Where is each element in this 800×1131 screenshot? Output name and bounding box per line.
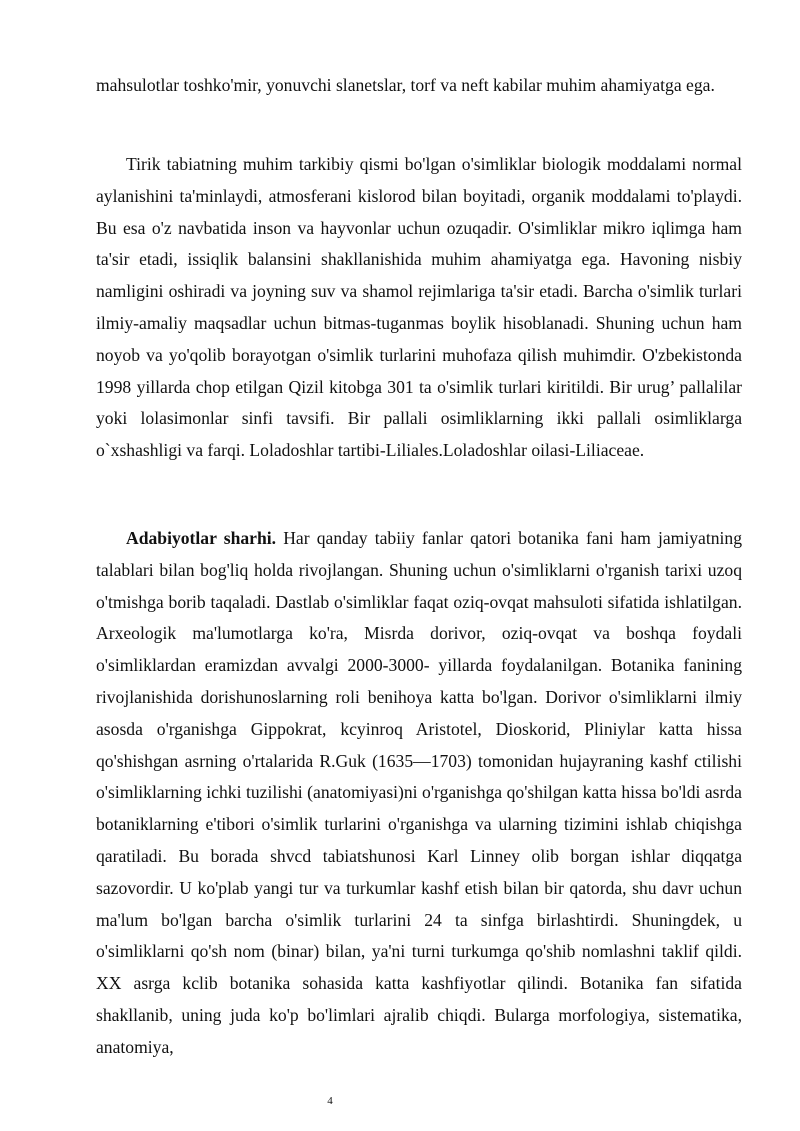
paragraph-3 [96,523,742,1064]
section-heading-adabiyotlar-sharhi: Adabiyotlar sharhi. [126,528,277,548]
paragraph-2: Tirik tabiatning muhim tarkibiy qismi bo'lgan o'simliklar biologik moddalami normal aylanishini ta'minlaydi, atmosferani kislorod bilan boyitadi, organik moddalami to'playdi. Bu esa o'z navbatida inson va hayvonlar uchun ozuqadir. O'simliklar mikro iqlimga ham ta'sir etadi, issiqlik balansini shakllanishida muhim ahamiyatga ega. Havoning nisbiy namligini oshiradi va joyning suv va shamol rejimlariga ta'sir etadi. Barcha o'simlik turlari ilmiy-amaliy maqsadlar uchun bitmas-tuganmas boylik hisoblanadi. Shuning uchun ham noyob va yo'qolib borayotgan o'simlik turlarini muhofaza qilish muhimdir. O'zbekistonda 1998 yillarda chop etilgan Qizil kitobga 301 ta o'simlik turlari kiritildi. Bir urug’ pallalilar yoki lolasimonlar sinfi tavsifi. Bir pallali osimliklarning ikki pallali osimliklarga o`xshashligi va farqi. Loladoshlar tartibi-Liliales.Loladoshlar oilasi-Liliaceae. [96,154,742,461]
paragraph-1: mahsulotlar toshko'mir, yonuvchi slanetslar, torf va neft kabilar muhim ahamiyatga ega. [96,75,715,95]
paragraph-3-body: Har qanday tabiiy fanlar qatori botanika fani ham jamiyatning talablari bilan bog'liq holda rivojlangan. Shuning uchun o'simliklarni o'rganish tarixi uzoq o'tmishga borib taqaladi. Dastlab o'simliklar faqat oziq-ovqat mahsuloti sifatida ishlatilgan. Arxeologik ma'lumotlarga ko'ra, Misrda dorivor, oziq-ovqat va boshqa foydali o'simliklardan eramizdan avvalgi 2000-3000- yillarda foydalanilgan. Botanika fanining rivojlanishida dorishunoslarning roli benihoya katta bo'lgan. Dorivor o'simliklarni ilmiy asosda o'rganishga Gippokrat, kcyinroq Aristotel, Dioskorid, Pliniylar katta hissa qo'shishgan asrning o'rtalarida R.Guk (1635—1703) tomonidan hujayraning kashf ctilishi o'simliklarning ichki tuzilishi (anatomiyasi)ni o'rganishga qo'shilgan katta hissa bo'ldi asrda botaniklarning e'tibori o'simlik turlarini o'rganishga va ularning tizimini ishlab chiqishga qaratiladi. Bu borada shvcd tabiatshunosi Karl Linney olib borgan ishlar diqqatga sazovordir. U ko'plab yangi tur va turkumlar kashf etish bilan bir qatorda, shu davr uchun ma'lum bo'lgan barcha o'simlik turlarini 24 ta sinfga birlashtirdi. Shuningdek, u o'simliklarni qo'sh nom (binar) bilan, ya'ni turni turkumga qo'shib nomlashni taklif qildi. XX asrga kclib botanika sohasida katta kashfiyotlar qilindi. Botanika fan sifatida shakllanib, uning juda ko'p bo'limlari ajralib chiqdi. Bularga morfologiya, sistematika, anatomiya, [96,528,742,1057]
page-number: 4 [327,1095,333,1107]
